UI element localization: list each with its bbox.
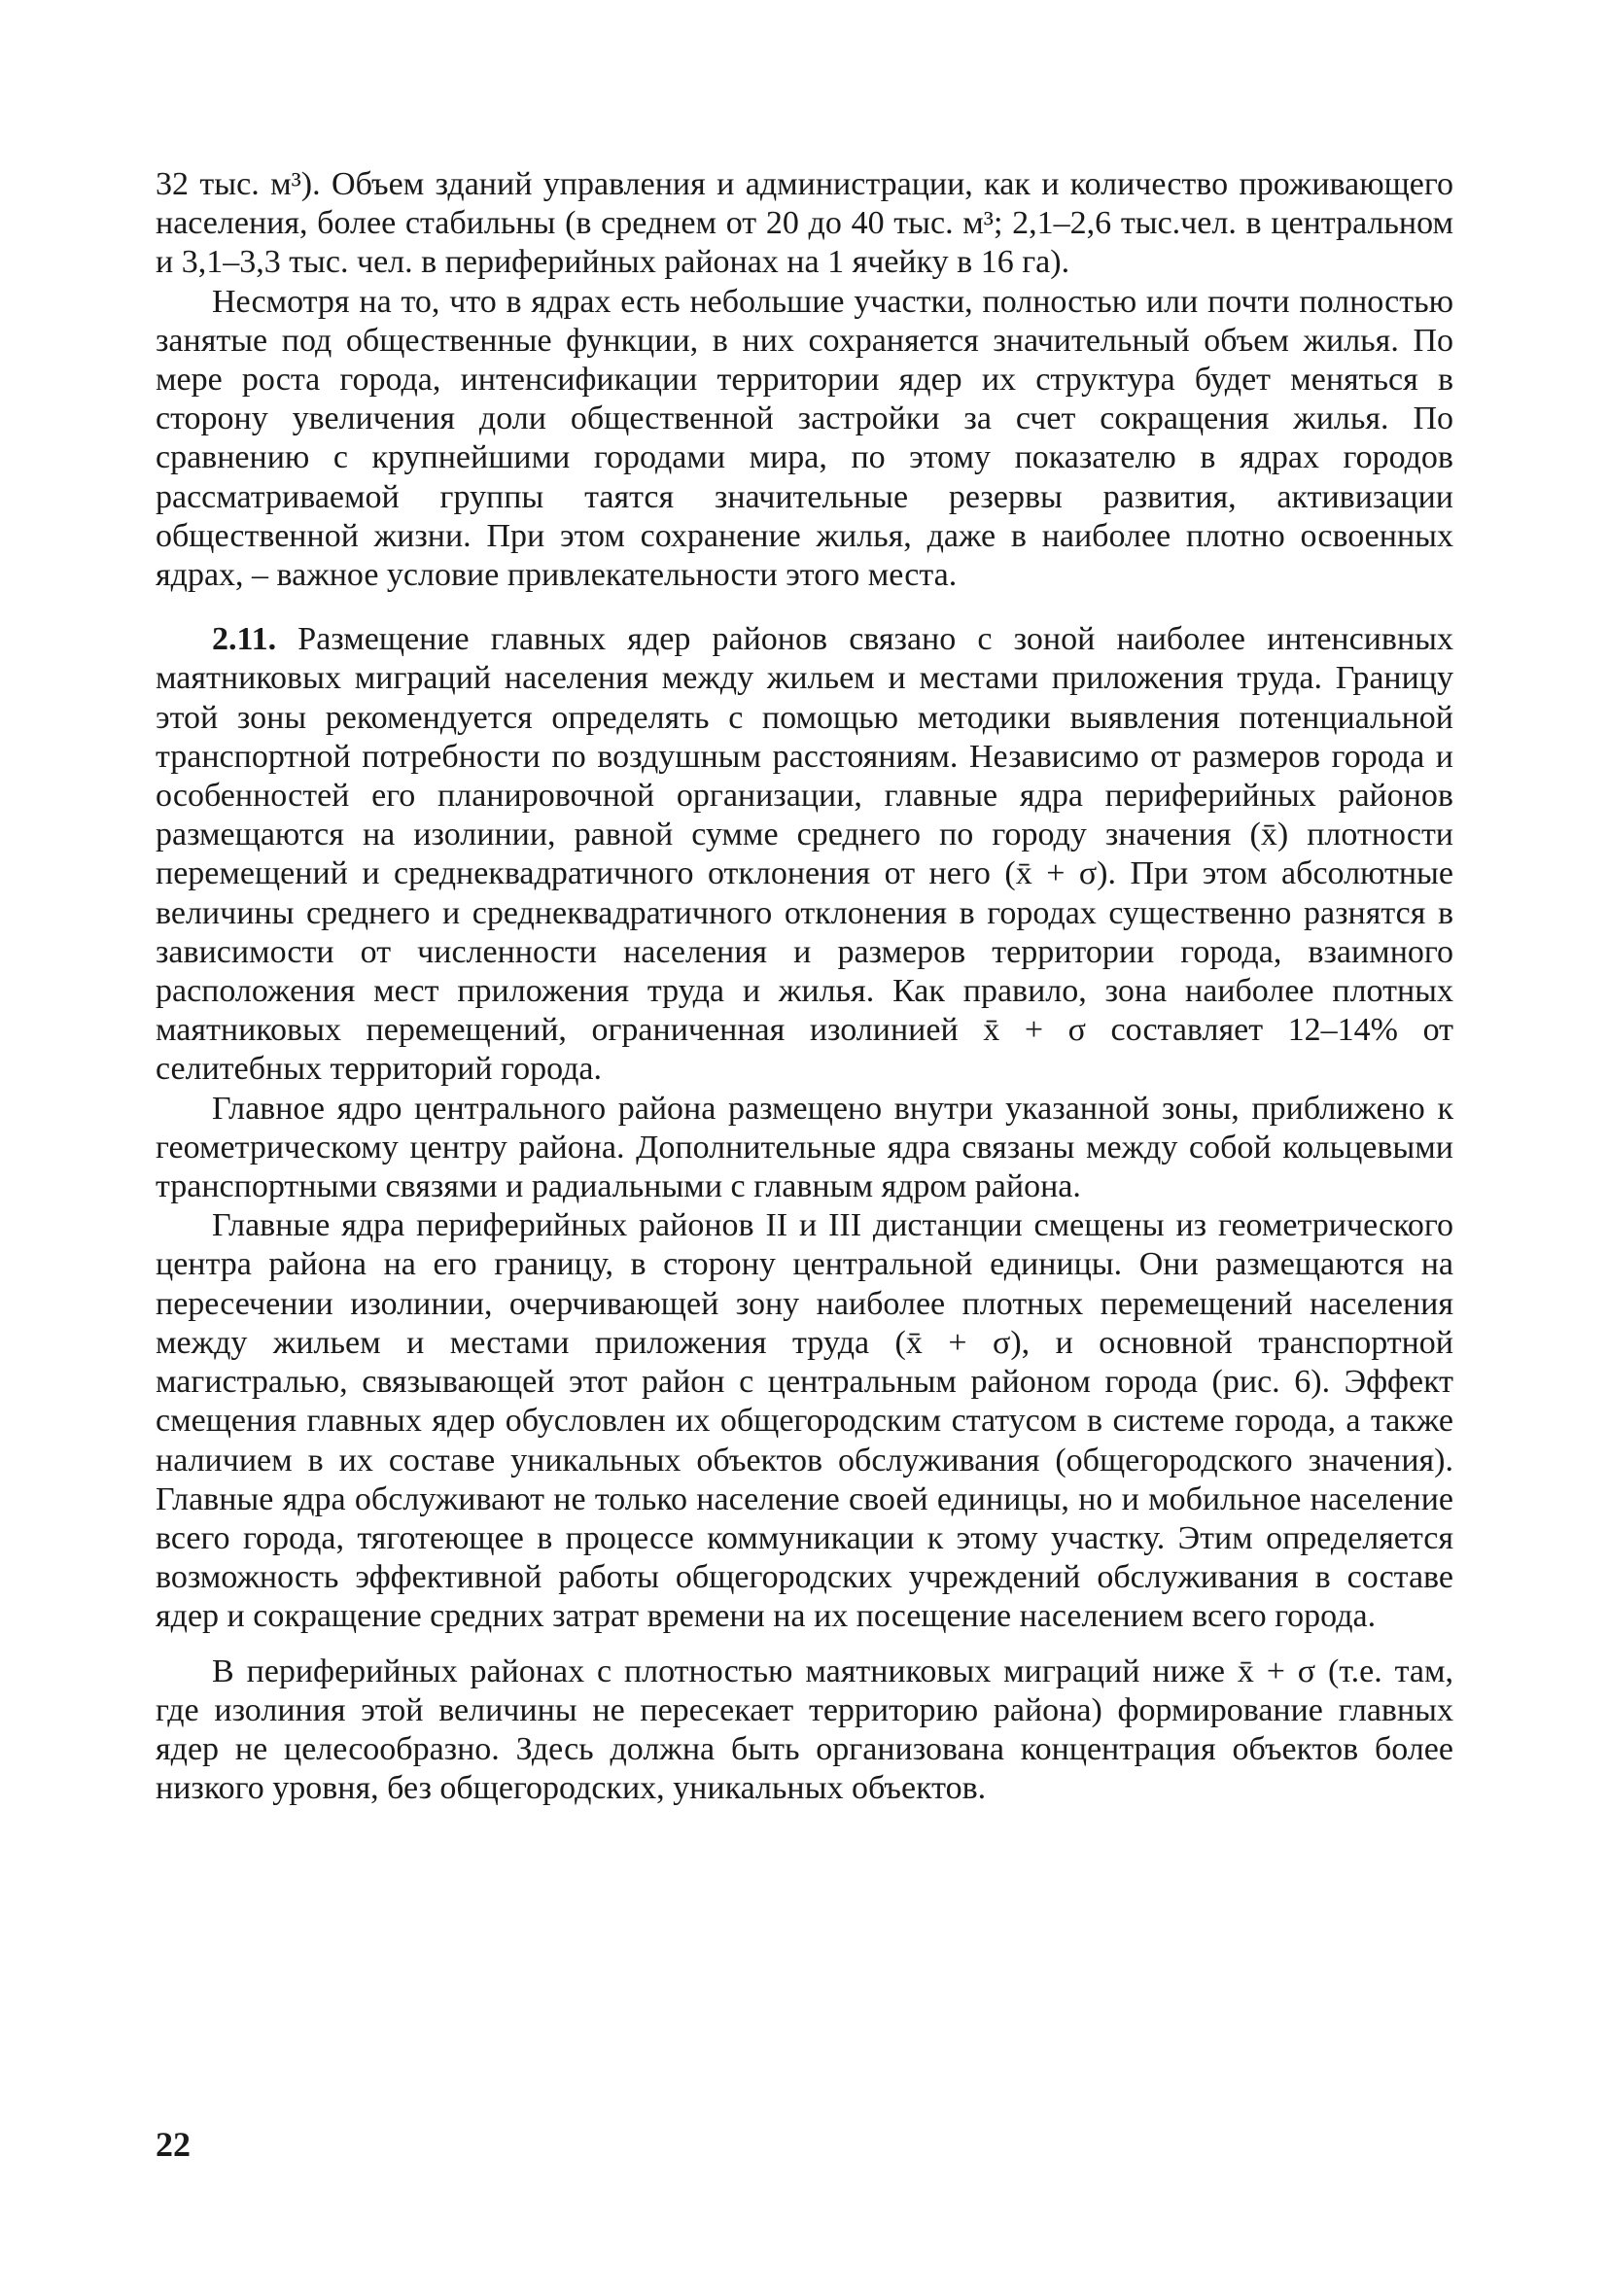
- paragraph-cores-housing: Несмотря на то, что в ядрах есть небольшие участки, полностью или почти полностью занятые под общественные функции, в них сохраняется значительный объем жилья. По мере роста города, интенсификации территории ядер их структура будет меняться в сторону увеличения доли общественной застройки за счет сокращения жилья. По сравнению с крупнейшими городами мира, по этому показателю в ядрах городов рассматриваемой группы таятся значительные резервы развития, активизации общественной жизни. При этом сохранение жилья, даже в наиболее плотно освоенных ядрах, – важное условие привлекательности этого места.: [156, 283, 1453, 594]
- page-number: 22: [156, 2125, 191, 2164]
- section-2-11-text: Размещение главных ядер районов связано с зоной наиболее интенсивных маятниковых миграций населения между жильем и местами приложения труда. Границу этой зоны рекомендуется определять с помощью методики выявления потенциальной транспортной потребности по воздушным расстояниям. Независимо от размеров города и особенностей его планировочной организации, главные ядра периферийных районов размещаются на изолинии, равной сумме среднего по городу значения (x̄) плотности перемещений и среднеквадратичного отклонения от него (x̄ + σ). При этом абсолютные величины среднего и среднеквадратичного отклонения в городах существенно разнятся в зависимости от численности населения и размеров территории города, взаимного расположения мест приложения труда и жилья. Как правило, зона наиболее плотных маятниковых перемещений, ограниченная изолинией x̄ + σ составляет 12–14% от селитебных территорий города.: [156, 621, 1454, 1088]
- page-body: [156, 165, 1453, 1808]
- paragraph-section-2-11: [156, 620, 1453, 1089]
- paragraph-continuation: 32 тыс. м³). Объем зданий управления и администрации, как и количество проживающего населения, более стабильны (в среднем от 20 до 40 тыс. м³; 2,1–2,6 тыс.чел. в центральном и 3,1–3,3 тыс. чел. в периферийных районах на 1 ячейку в 16 га).: [156, 166, 1453, 281]
- paragraph-low-density: В периферийных районах с плотностью маятниковых миграций ниже x̄ + σ (т.е. там, где изолиния этой величины не пересекает территорию района) формирование главных ядер не целесообразно. Здесь должна быть организована концентрация объектов более низкого уровня, без общегородских, уникальных объектов.: [156, 1652, 1453, 1807]
- paragraph-central-core: Главное ядро центрального района размещено внутри указанной зоны, приближено к геометрическому центру района. Дополнительные ядра связаны между собой кольцевыми транспортными связями и радиальными с главным ядром района.: [156, 1090, 1453, 1205]
- paragraph-peripheral-cores: Главные ядра периферийных районов II и III дистанции смещены из геометрического центра района на его границу, в сторону центральной единицы. Они размещаются на пересечении изолинии, очерчивающей зону наиболее плотных перемещений населения между жильем и местами приложения труда (x̄ + σ), и основной транспортной магистралью, связывающей этот район с центральным районом города (рис. 6). Эффект смещения главных ядер обусловлен их общегородским статусом в системе города, а также наличием в их составе уникальных объектов обслуживания (общегородского значения). Главные ядра обслуживают не только население своей единицы, но и мобильное население всего города, тяготеющее в процессе коммуникации к этому участку. Этим определяется возможность эффективной работы общегородских учреждений обслуживания в составе ядер и сокращение средних затрат времени на их посещение населением всего города.: [156, 1207, 1453, 1635]
- section-number: 2.11.: [212, 621, 277, 658]
